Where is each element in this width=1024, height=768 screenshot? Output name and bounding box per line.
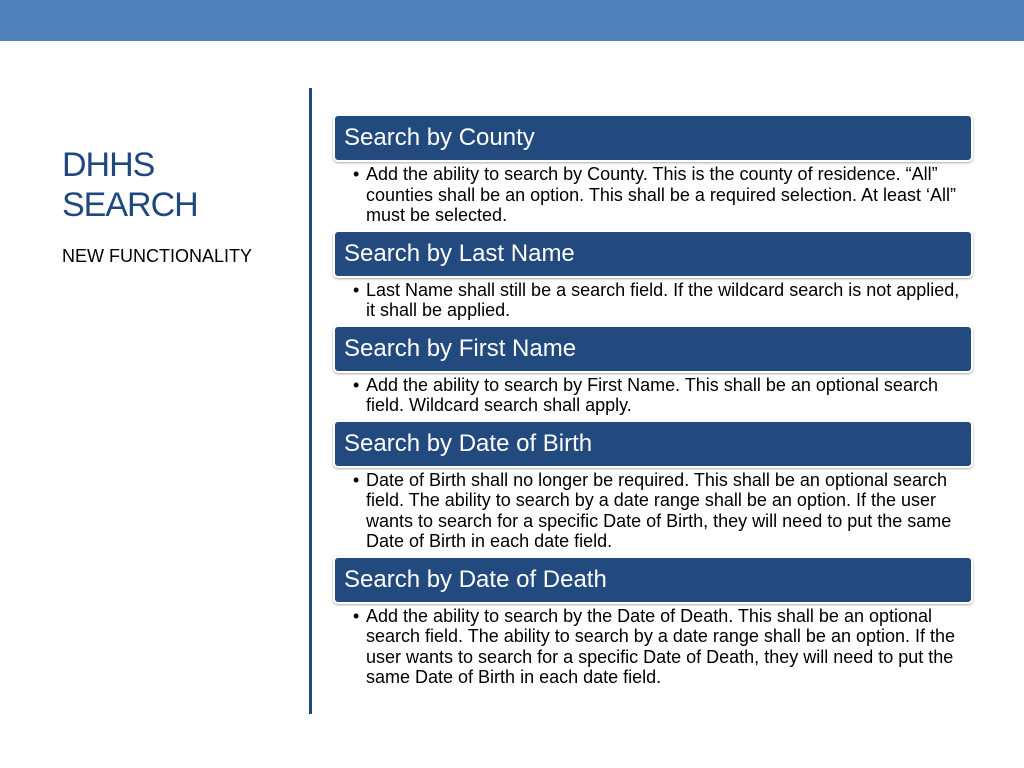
bullet-icon: • [353,605,360,626]
section-header: Search by Date of Birth [333,420,973,468]
section-bullets [333,373,973,420]
bullet-text: Date of Birth shall no longer be required. This shall be an optional search field. The ability to search by a date range shall be an option. If the user wants to search for a specific Date of Birth, they will need to put the same Date of Birth in each date field. [366,469,952,551]
bullet-item [353,375,965,416]
section-header: Search by Last Name [333,230,973,278]
slide-title: DHHS SEARCH [62,146,198,224]
section-date-of-birth [333,420,973,556]
section-first-name [333,325,973,420]
bullet-icon: • [353,164,360,184]
section-header: Search by Date of Death [333,556,973,604]
section-bullets [333,278,973,325]
section-county [333,114,973,230]
bullet-text: Add the ability to search by County. This is the county of residence. “All” counties shall be an option. This shall be a required selection. At least ‘All” must be selected. [366,164,957,225]
bullet-text: Last Name shall still be a search field. If the wildcard search is not applied, it shall be applied. [366,279,960,320]
section-header: Search by County [333,114,973,162]
section-bullets [333,162,973,230]
bullet-item [353,280,965,321]
vertical-divider [309,88,312,714]
search-sections-list [333,114,973,692]
bullet-icon: • [353,374,360,395]
bullet-item [353,164,965,226]
bullet-icon: • [353,279,360,300]
slide-subtitle: NEW FUNCTIONALITY [62,246,253,266]
bullet-item [353,606,965,688]
section-date-of-death [333,556,973,692]
section-bullets [333,604,973,692]
top-accent-bar [0,0,1024,41]
section-bullets [333,468,973,556]
section-last-name [333,230,973,325]
bullet-icon: • [353,469,360,490]
bullet-text: Add the ability to search by First Name. This shall be an optional search field. Wildcard search shall apply. [366,374,938,415]
bullet-text: Add the ability to search by the Date of Death. This shall be an optional search field. The ability to search by a date range shall be an option. If the user wants to search for a specific Date of Death, they will need to put the same Date of Birth in each date field. [366,605,956,687]
section-header: Search by First Name [333,325,973,373]
bullet-item [353,470,965,552]
